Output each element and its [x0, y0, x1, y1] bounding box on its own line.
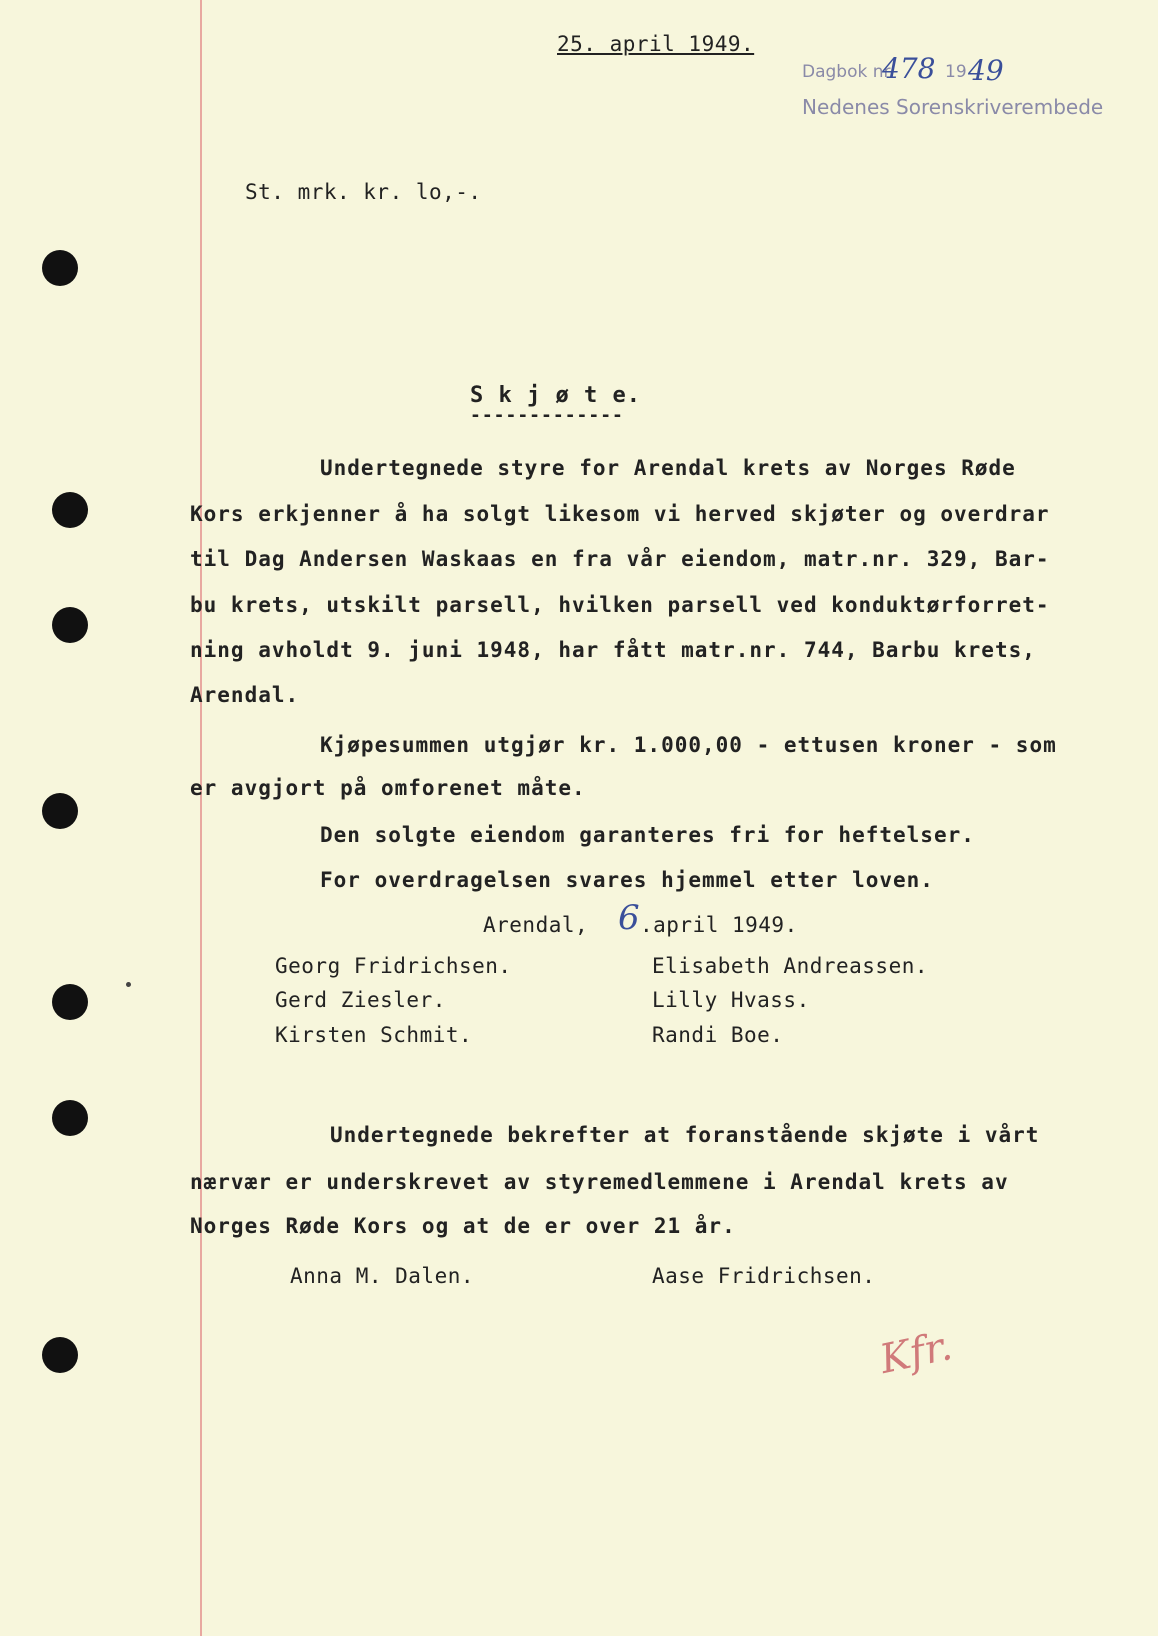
signatory-left: Kirsten Schmit.: [275, 1023, 473, 1047]
handwritten-day: 6: [618, 898, 640, 938]
body-line: Den solgte eiendom garanteres fri for heftelser.: [320, 823, 975, 847]
margin-line: [200, 0, 202, 1636]
signatory-right: Randi Boe.: [652, 1023, 784, 1047]
document-date: 25. april 1949.: [557, 32, 755, 56]
punch-hole: [42, 793, 78, 829]
body-line: til Dag Andersen Waskaas en fra vår eiendom, matr.nr. 329, Bar-: [190, 547, 1050, 571]
witness-line: Norges Røde Kors og at de er over 21 år.: [190, 1214, 736, 1238]
body-line: For overdragelsen svares hjemmel etter loven.: [320, 868, 934, 892]
title-rule: -------------: [470, 405, 624, 426]
witness-left: Anna M. Dalen.: [290, 1264, 475, 1288]
punch-hole: [52, 492, 88, 528]
body-line: ning avholdt 9. juni 1948, har fått matr.nr. 744, Barbu krets,: [190, 638, 1036, 662]
registry-stamp-office: Nedenes Sorenskriverembede: [802, 95, 1104, 119]
punch-hole: [52, 1100, 88, 1136]
registry-stamp-label: Dagbok nr.: [802, 62, 895, 82]
registry-year-prefix: 19: [945, 62, 967, 82]
registry-number: 478: [882, 52, 936, 85]
body-line: Kjøpesummen utgjør kr. 1.000,00 - ettusen kroner - som: [320, 733, 1057, 757]
punch-hole: [52, 607, 88, 643]
date-rest: .april 1949.: [640, 913, 798, 937]
body-line: Kors erkjenner å ha solgt likesom vi herved skjøter og overdrar: [190, 502, 1050, 526]
body-line: er avgjort på omforenet måte.: [190, 776, 586, 800]
witness-line: Undertegnede bekrefter at foranstående skjøte i vårt: [330, 1123, 1040, 1147]
signatory-right: Elisabeth Andreassen.: [652, 954, 929, 978]
body-line: Undertegnede styre for Arendal krets av Norges Røde: [320, 456, 1016, 480]
signatory-left: Gerd Ziesler.: [275, 988, 446, 1012]
signatory-left: Georg Fridrichsen.: [275, 954, 512, 978]
punch-hole: [52, 984, 88, 1020]
speck: [126, 982, 131, 987]
punch-hole: [42, 250, 78, 286]
body-line: bu krets, utskilt parsell, hvilken parsell ved konduktørforret-: [190, 593, 1050, 617]
handwritten-initials: Kfr.: [876, 1323, 957, 1383]
signatory-right: Lilly Hvass.: [652, 988, 810, 1012]
place: Arendal,: [483, 913, 589, 937]
body-line: Arendal.: [190, 683, 300, 707]
witness-line: nærvær er underskrevet av styremedlemmene i Arendal krets av: [190, 1170, 1009, 1194]
witness-right: Aase Fridrichsen.: [652, 1264, 876, 1288]
document-title: S k j ø t e.: [470, 383, 641, 408]
punch-hole: [42, 1337, 78, 1373]
registry-year-suffix: 49: [968, 54, 1004, 87]
stamp-fee: St. mrk. kr. lo,-.: [245, 180, 482, 204]
